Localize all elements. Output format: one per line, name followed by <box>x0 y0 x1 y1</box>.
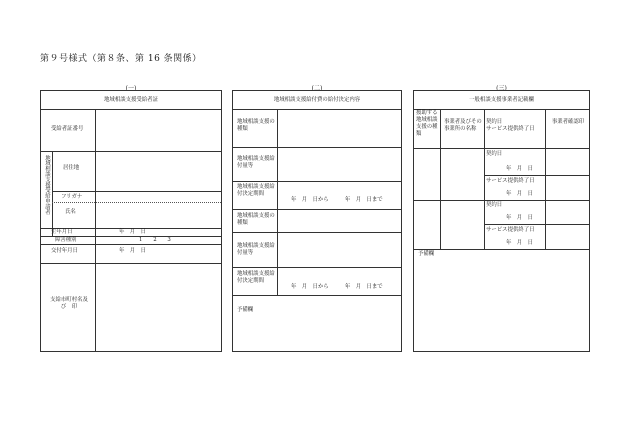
divider <box>233 267 401 268</box>
recipient-number-label: 受給者証番号 <box>51 126 84 132</box>
panel1-number: (一) <box>125 85 137 92</box>
divider <box>41 109 221 110</box>
address-label: 居住地 <box>63 165 80 171</box>
decision-row-3-period: 年 月 日から 年 月 日まで <box>291 197 383 203</box>
panel3-number: (三) <box>496 85 507 92</box>
divider <box>233 209 401 210</box>
divider <box>41 263 221 264</box>
decision-row-6-label: 地域相談支援給付決定期間 <box>237 271 275 284</box>
divider <box>233 232 401 233</box>
dotted-divider <box>52 202 221 203</box>
decision-row-4-label: 地域相談支援の種類 <box>237 213 275 226</box>
entry2-contract-label: 契約日 <box>486 202 503 208</box>
divider <box>414 200 589 201</box>
entry1-contract-label: 契約日 <box>486 151 503 157</box>
issue-date-label: 交付年月日 <box>51 248 78 254</box>
name-label: 氏名 <box>65 209 76 215</box>
furigana-label: フリガナ <box>61 194 83 200</box>
entry1-end-date: 年 月 日 <box>506 191 533 197</box>
decision-row-1-label: 地域相談支援の種類 <box>237 119 275 132</box>
divider <box>41 151 221 152</box>
decision-row-6-period: 年 月 日から 年 月 日まで <box>291 284 383 290</box>
entry1-end-label: サービス提供終了日 <box>486 178 535 184</box>
divider <box>233 181 401 182</box>
divider <box>545 109 546 249</box>
divider <box>52 191 221 192</box>
disability-class-label: 障害種別 <box>55 237 77 243</box>
entry2-end-date: 年 月 日 <box>506 240 533 246</box>
col-dates-header: 契約日 サービス提供終了日 <box>486 119 535 132</box>
col-provider-seal-header: 事業者確認印 <box>551 119 585 125</box>
divider <box>414 148 589 149</box>
panel2-notes-label: 予備欄 <box>237 307 254 313</box>
panel2-number: (二) <box>311 85 323 92</box>
divider <box>414 249 589 250</box>
issue-date-value: 年 月 日 <box>119 248 146 254</box>
decision-row-3-label: 地域相談支援給付決定期間 <box>237 184 275 197</box>
panel3-notes-label: 予備欄 <box>418 251 435 257</box>
divider <box>484 109 485 249</box>
divider <box>233 109 401 110</box>
divider <box>95 263 96 351</box>
birthdate-value: 年 月 日 <box>119 229 146 235</box>
entry2-end-label: サービス提供終了日 <box>486 227 535 233</box>
birthdate-label: 生年月日 <box>51 229 73 235</box>
divider <box>41 244 221 245</box>
panel1-recipient-certificate <box>40 90 222 352</box>
form-title: 第９号様式（第８条、第 16 条関係） <box>40 54 202 64</box>
applicant-side-label: 地域相談支援受給申請者 <box>44 155 50 215</box>
col-service-type-header: 援助する地域相談支援の種類 <box>416 110 438 137</box>
panel2-header: 地域相談支援給付費の給付決定内容 <box>273 97 361 103</box>
panel1-header: 地域相談支援受給者証 <box>104 97 158 103</box>
panel3-provider-entry <box>413 90 590 352</box>
divider <box>52 151 53 237</box>
divider <box>95 109 96 151</box>
divider <box>233 295 401 296</box>
decision-row-2-label: 地域相談支援給付量等 <box>237 156 275 169</box>
entry2-contract-date: 年 月 日 <box>506 215 533 221</box>
disability-class-options: 1 2 3 <box>139 237 171 243</box>
divider <box>440 109 441 249</box>
divider <box>484 175 589 176</box>
divider <box>484 224 589 225</box>
entry1-contract-date: 年 月 日 <box>506 166 533 172</box>
decision-row-5-label: 地域相談支援給付量等 <box>237 243 275 256</box>
payer-municipality-label: 支給市町村名及 び 印 <box>50 297 94 310</box>
divider <box>233 147 401 148</box>
panel2-benefit-decision <box>232 90 402 352</box>
panel3-header: 一般相談支援事業者記載欄 <box>469 97 534 103</box>
col-provider-name-header: 事業者及びその事業所の名称 <box>444 119 482 132</box>
